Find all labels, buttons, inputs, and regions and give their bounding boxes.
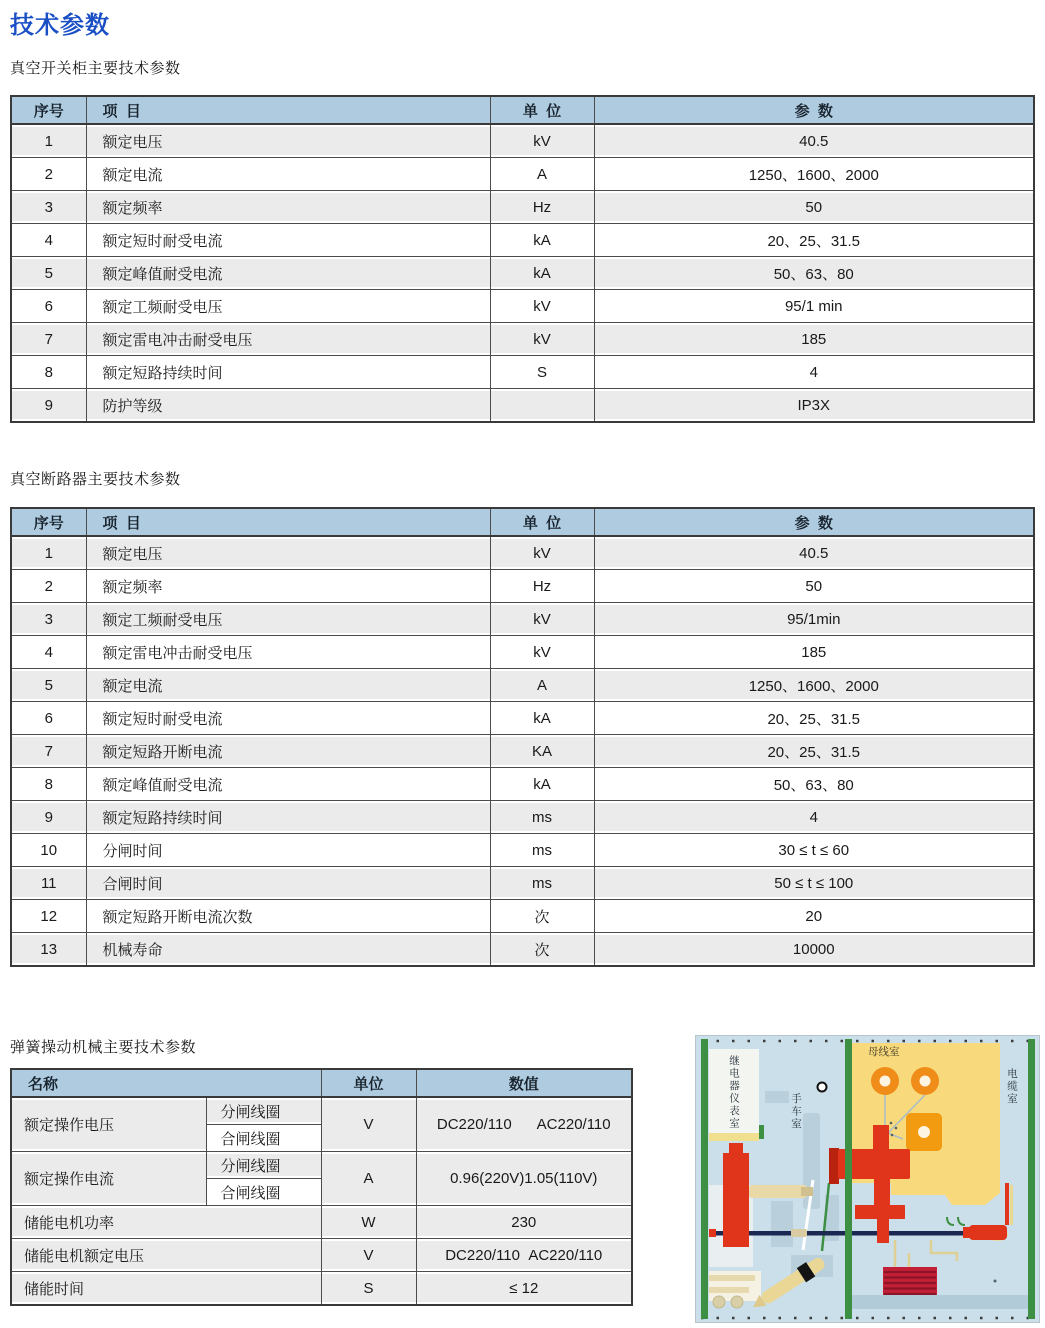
table-row [11, 389, 1034, 423]
param-cell: 95/1min [594, 603, 1034, 636]
table-row [11, 323, 1034, 356]
unit-cell: V [321, 1239, 416, 1272]
handcart-room-label: 手车室 [790, 1093, 802, 1131]
item-cell: 额定雷电冲击耐受电压 [86, 323, 490, 356]
row-index-cell: 4 [11, 636, 86, 669]
value-cell: ≤ 12 [416, 1272, 632, 1306]
header-param: 参 数 [594, 96, 1034, 124]
param-cell: 4 [594, 356, 1034, 389]
table-row [11, 1097, 632, 1125]
item-cell: 额定短路开断电流 [86, 735, 490, 768]
header-item: 项 目 [86, 96, 490, 124]
coil-cell: 合闸线圈 [206, 1125, 321, 1152]
table-row [11, 1206, 632, 1239]
unit-cell: kV [490, 536, 594, 570]
table-row [11, 1239, 632, 1272]
item-cell: 额定电流 [86, 669, 490, 702]
table-row [11, 191, 1034, 224]
section-title-breaker: 真空断路器主要技术参数 [10, 471, 181, 488]
header-index: 序号 [11, 96, 86, 124]
table-row [11, 1272, 632, 1306]
name-cell: 额定操作电流 [11, 1152, 206, 1206]
cable-room-floor [852, 1295, 1028, 1309]
header-unit: 单 位 [490, 508, 594, 536]
unit-cell: W [321, 1206, 416, 1239]
row-index-cell: 7 [11, 323, 86, 356]
item-cell: 额定工频耐受电压 [86, 603, 490, 636]
value-cell: DC220/110 AC220/110 [416, 1239, 632, 1272]
unit-cell [490, 389, 594, 423]
section-title-mechanism: 弹簧操动机械主要技术参数 [10, 1039, 197, 1056]
header-param: 参 数 [594, 508, 1034, 536]
unit-cell: kA [490, 257, 594, 290]
header-index: 序号 [11, 508, 86, 536]
param-cell: 50 ≤ t ≤ 100 [594, 867, 1034, 900]
row-index-cell: 4 [11, 224, 86, 257]
param-cell: 20 [594, 900, 1034, 933]
unit-cell: 次 [490, 933, 594, 967]
item-cell: 额定短时耐受电流 [86, 702, 490, 735]
item-cell: 额定峰值耐受电流 [86, 257, 490, 290]
unit-cell: V [321, 1097, 416, 1152]
row-index-cell: 3 [11, 603, 86, 636]
param-cell: 1250、1600、2000 [594, 158, 1034, 191]
param-cell: 50、63、80 [594, 768, 1034, 801]
rod-coupler [791, 1229, 807, 1237]
param-cell: 50 [594, 191, 1034, 224]
switchgear-cross-section-diagram [695, 1035, 1040, 1323]
section-title-switchgear: 真空开关柜主要技术参数 [10, 60, 181, 77]
param-cell: 20、25、31.5 [594, 702, 1034, 735]
unit-cell: kA [490, 768, 594, 801]
param-cell: 10000 [594, 933, 1034, 967]
unit-cell: kV [490, 124, 594, 158]
item-cell: 机械寿命 [86, 933, 490, 967]
item-cell: 额定电流 [86, 158, 490, 191]
row-index-cell: 9 [11, 389, 86, 423]
table-header-row [11, 1069, 632, 1097]
value-cell: DC220/110 AC220/110 [416, 1097, 632, 1152]
row-index-cell: 1 [11, 124, 86, 158]
unit-cell: S [490, 356, 594, 389]
row-index-cell: 6 [11, 702, 86, 735]
param-cell: IP3X [594, 389, 1034, 423]
unit-cell: S [321, 1272, 416, 1306]
item-cell: 额定雷电冲击耐受电压 [86, 636, 490, 669]
item-cell: 合闸时间 [86, 867, 490, 900]
unit-cell: Hz [490, 191, 594, 224]
unit-cell: A [490, 669, 594, 702]
unit-cell: ms [490, 801, 594, 834]
relay-room-label: 继电器仪表室 [728, 1055, 740, 1130]
param-cell: 40.5 [594, 124, 1034, 158]
left-insulator-cylinder [749, 1185, 813, 1198]
table-row [11, 636, 1034, 669]
item-cell: 额定短时耐受电流 [86, 224, 490, 257]
table-row [11, 702, 1034, 735]
table-row [11, 933, 1034, 967]
table-row [11, 735, 1034, 768]
row-index-cell: 2 [11, 570, 86, 603]
header-item: 项 目 [86, 508, 490, 536]
table-row [11, 867, 1034, 900]
param-cell: 1250、1600、2000 [594, 669, 1034, 702]
table-row [11, 158, 1034, 191]
unit-cell: kV [490, 323, 594, 356]
item-cell: 额定工频耐受电压 [86, 290, 490, 323]
table-row [11, 536, 1034, 570]
unit-cell: kA [490, 224, 594, 257]
table-row [11, 356, 1034, 389]
item-cell: 额定峰值耐受电流 [86, 768, 490, 801]
coil-cell: 分闸线圈 [206, 1152, 321, 1179]
unit-cell: kV [490, 603, 594, 636]
item-cell: 额定频率 [86, 570, 490, 603]
busbar-room-label: 母线室 [868, 1046, 900, 1058]
param-cell: 95/1 min [594, 290, 1034, 323]
table-row [11, 290, 1034, 323]
breaker-params-table [10, 507, 1035, 967]
row-index-cell: 9 [11, 801, 86, 834]
item-cell: 额定电压 [86, 536, 490, 570]
table-row [11, 669, 1034, 702]
green-stub [759, 1125, 764, 1139]
row-index-cell: 3 [11, 191, 86, 224]
name-cell: 储能电机功率 [11, 1206, 321, 1239]
row-index-cell: 8 [11, 356, 86, 389]
unit-cell: A [321, 1152, 416, 1206]
table-row [11, 801, 1034, 834]
unit-cell: Hz [490, 570, 594, 603]
row-index-cell: 2 [11, 158, 86, 191]
row-index-cell: 6 [11, 290, 86, 323]
header-value: 数值 [416, 1069, 632, 1097]
unit-cell: ms [490, 834, 594, 867]
row-index-cell: 5 [11, 257, 86, 290]
floor-dot [994, 1280, 997, 1283]
param-cell: 20、25、31.5 [594, 224, 1034, 257]
item-cell: 分闸时间 [86, 834, 490, 867]
table-row [11, 124, 1034, 158]
coil-cell: 合闸线圈 [206, 1179, 321, 1206]
unit-cell: kV [490, 290, 594, 323]
param-cell: 50 [594, 570, 1034, 603]
param-cell: 185 [594, 323, 1034, 356]
item-cell: 额定频率 [86, 191, 490, 224]
table-row [11, 834, 1034, 867]
mechanism-params-table [10, 1068, 633, 1306]
header-unit: 单位 [321, 1069, 416, 1097]
interlock-hole [818, 1083, 827, 1092]
unit-cell: A [490, 158, 594, 191]
table-row [11, 570, 1034, 603]
value-cell: 0.96(220V)1.05(110V) [416, 1152, 632, 1206]
row-index-cell: 7 [11, 735, 86, 768]
name-cell: 额定操作电压 [11, 1097, 206, 1152]
row-index-cell: 1 [11, 536, 86, 570]
param-cell: 50、63、80 [594, 257, 1034, 290]
item-cell: 额定短路开断电流次数 [86, 900, 490, 933]
row-index-cell: 12 [11, 900, 86, 933]
item-cell: 额定短路持续时间 [86, 356, 490, 389]
row-index-cell: 10 [11, 834, 86, 867]
value-cell: 230 [416, 1206, 632, 1239]
table-row [11, 768, 1034, 801]
table-row [11, 603, 1034, 636]
param-cell: 40.5 [594, 536, 1034, 570]
name-cell: 储能时间 [11, 1272, 321, 1306]
cable-riser [1010, 1185, 1013, 1225]
table-header-row [11, 96, 1034, 124]
table-row [11, 900, 1034, 933]
page-title: 技术参数 [10, 12, 110, 39]
unit-cell: kA [490, 702, 594, 735]
item-cell: 额定电压 [86, 124, 490, 158]
row-index-cell: 13 [11, 933, 86, 967]
param-cell: 20、25、31.5 [594, 735, 1034, 768]
row-index-cell: 11 [11, 867, 86, 900]
table-row [11, 224, 1034, 257]
table-row [11, 1152, 632, 1179]
cable-room-label: 电缆室 [1006, 1068, 1018, 1106]
unit-cell: KA [490, 735, 594, 768]
param-cell: 30 ≤ t ≤ 60 [594, 834, 1034, 867]
unit-cell: ms [490, 867, 594, 900]
param-cell: 185 [594, 636, 1034, 669]
param-cell: 4 [594, 801, 1034, 834]
header-unit: 单 位 [490, 96, 594, 124]
table-row [11, 257, 1034, 290]
unit-cell: kV [490, 636, 594, 669]
item-cell: 额定短路持续时间 [86, 801, 490, 834]
header-name: 名称 [11, 1069, 321, 1097]
row-index-cell: 5 [11, 669, 86, 702]
table-header-row [11, 508, 1034, 536]
switchgear-params-table [10, 95, 1035, 423]
item-cell: 防护等级 [86, 389, 490, 423]
name-cell: 储能电机额定电压 [11, 1239, 321, 1272]
coil-cell: 分闸线圈 [206, 1097, 321, 1125]
unit-cell: 次 [490, 900, 594, 933]
row-index-cell: 8 [11, 768, 86, 801]
